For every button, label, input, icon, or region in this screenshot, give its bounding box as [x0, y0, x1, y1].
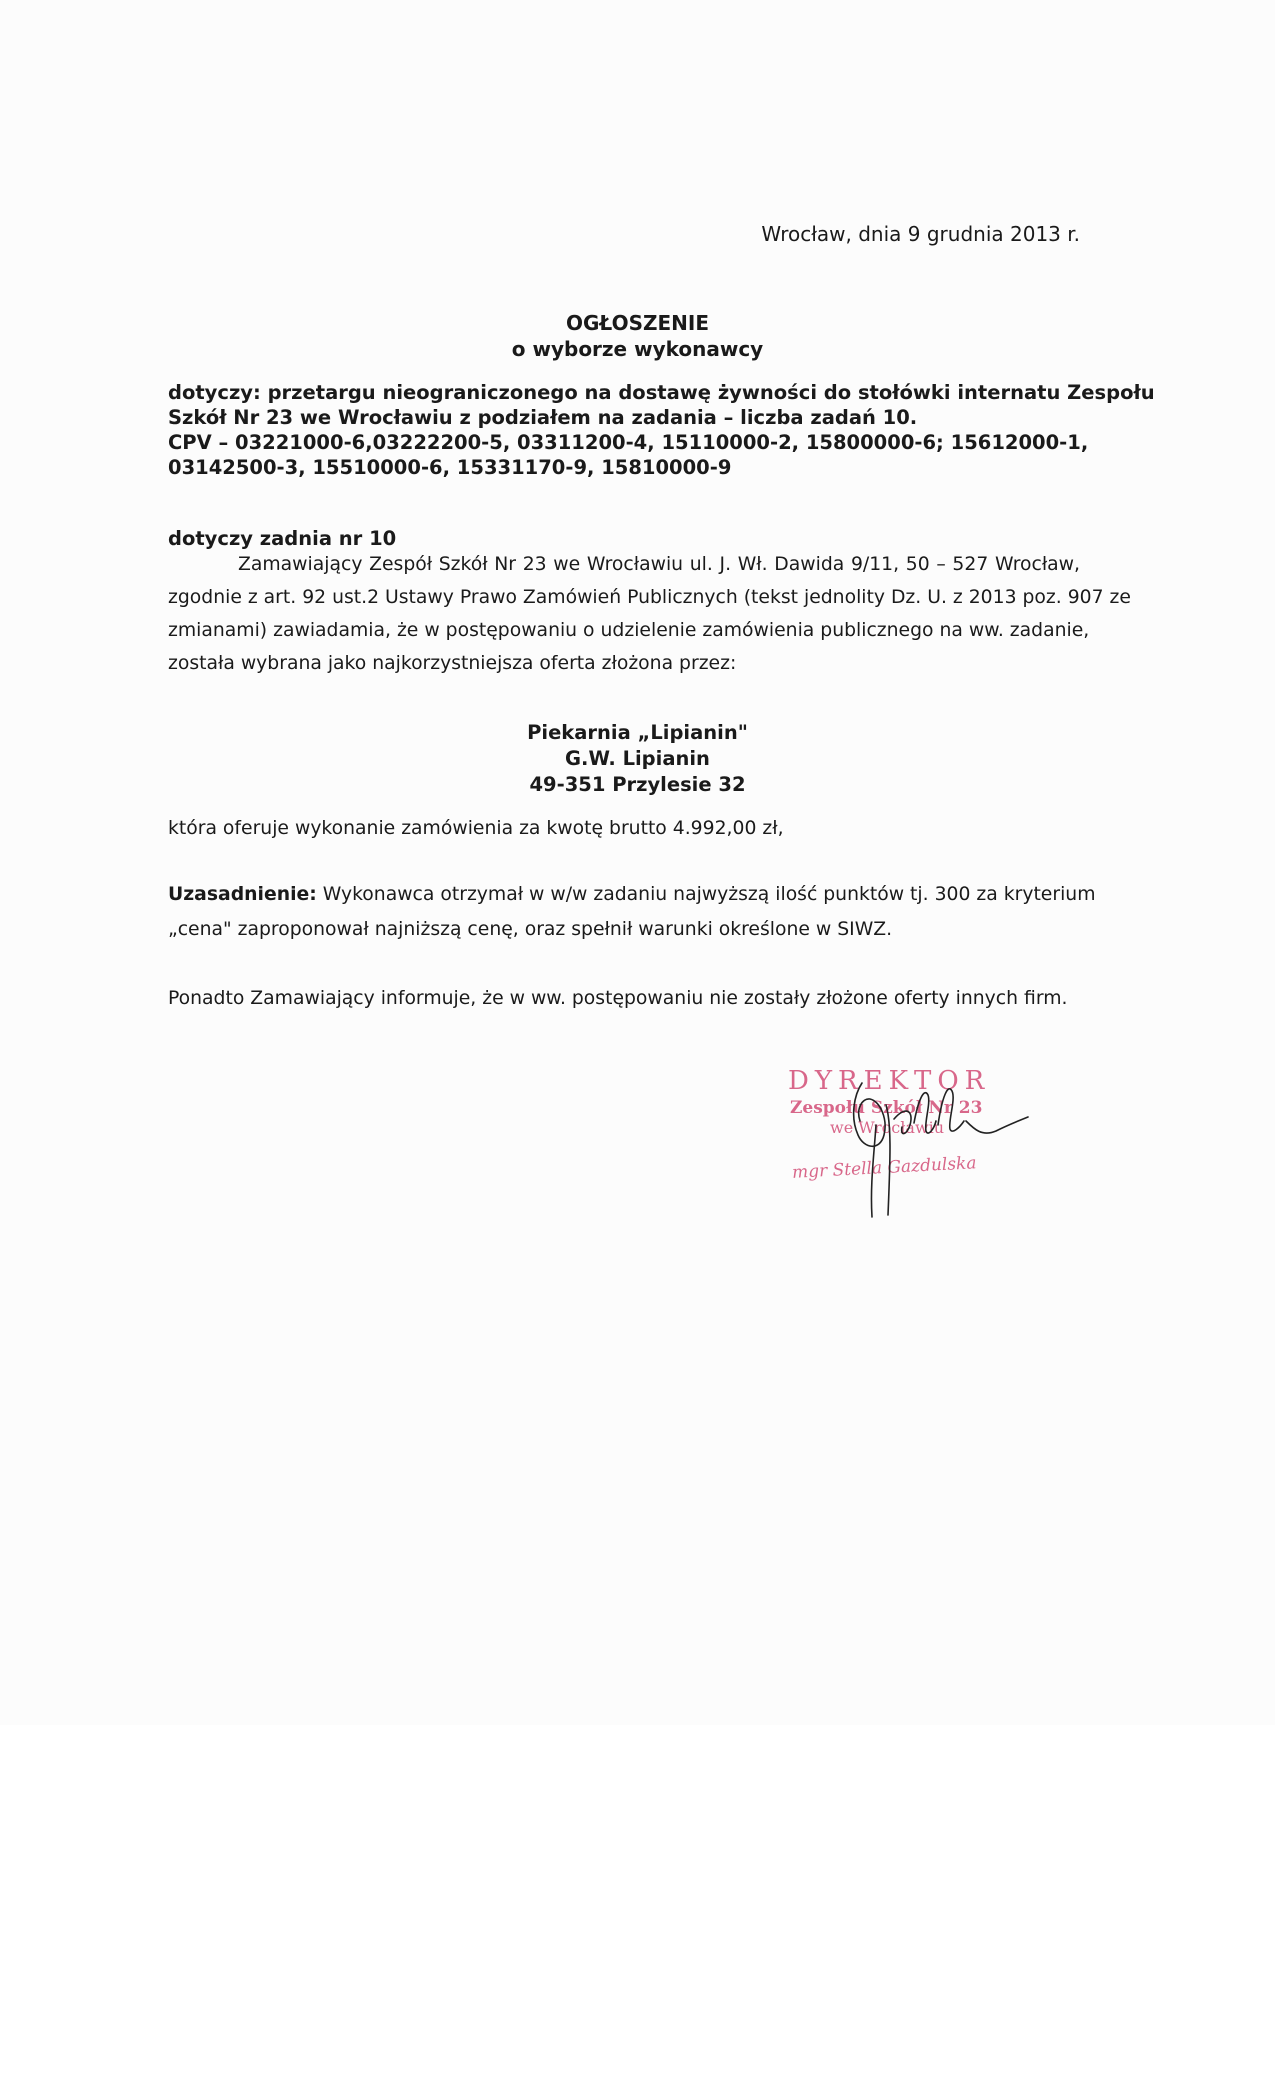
justification-line [168, 877, 1096, 912]
justification-line: „cena" zaproponował najniższą cenę, oraz spełnił warunki określone w SIWZ. [168, 919, 893, 940]
other-offers-note: Ponadto Zamawiający informuje, że w ww. postępowaniu nie zostały złożone oferty innych firm. [168, 988, 1068, 1009]
stamp-city: we Wrocławiu [830, 1118, 945, 1137]
body-line: zgodnie z art. 92 ust.2 Ustawy Prawo Zamówień Publicznych (tekst jednolity Dz. U. z 2013 poz. 907 ze [168, 587, 1131, 608]
cpv-line: CPV – 03221000-6,03222200-5, 03311200-4, 15110000-2, 15800000-6; 15612000-1, [168, 431, 1089, 454]
subject-line: dotyczy: przetargu nieograniczonego na dostawę żywności do stołówki internatu Zespołu [168, 381, 1155, 404]
justification-text: Wykonawca otrzymał w w/w zadaniu najwyższą ilość punktów tj. 300 za kryterium [316, 884, 1096, 905]
task-title: dotyczy zadnia nr 10 [168, 527, 397, 550]
document-heading [0, 310, 1275, 362]
heading-subtitle: o wyborze wykonawcy [511, 337, 764, 361]
winner-address: 49-351 Przylesie 32 [529, 773, 746, 796]
heading-title: OGŁOSZENIE [566, 311, 709, 335]
handwritten-signature [810, 1065, 1040, 1225]
body-paragraph [168, 548, 1131, 680]
justification-label: Uzasadnienie: [168, 884, 317, 905]
winner-owner: G.W. Lipianin [565, 747, 710, 770]
price-line: która oferuje wykonanie zamówienia za kwotę brutto 4.992,00 zł, [168, 818, 784, 839]
subject-block [168, 380, 1155, 480]
subject-line: Szkół Nr 23 we Wrocławiu z podziałem na zadania – liczba zadań 10. [168, 406, 918, 429]
stamp-name: mgr Stella Gazdulska [791, 1153, 977, 1183]
justification-block [168, 877, 1096, 947]
stamp-title: DYREKTOR [788, 1066, 991, 1096]
body-line: zmianami) zawiadamia, że w postępowaniu o udzielenie zamówienia publicznego na ww. zadanie, [168, 620, 1090, 641]
cpv-line: 03142500-3, 15510000-6, 15331170-9, 15810000-9 [168, 456, 732, 479]
stamp-school: Zespołu Szkół Nr 23 [790, 1098, 983, 1118]
body-line: Zamawiający Zespół Szkół Nr 23 we Wrocławiu ul. J. Wł. Dawida 9/11, 50 – 527 Wrocław, [238, 554, 1080, 575]
winner-name: Piekarnia „Lipianin" [527, 721, 748, 744]
document-date: Wrocław, dnia 9 grudnia 2013 r. [761, 222, 1080, 246]
body-line: została wybrana jako najkorzystniejsza oferta złożona przez: [168, 653, 737, 674]
winner-block [0, 720, 1275, 798]
